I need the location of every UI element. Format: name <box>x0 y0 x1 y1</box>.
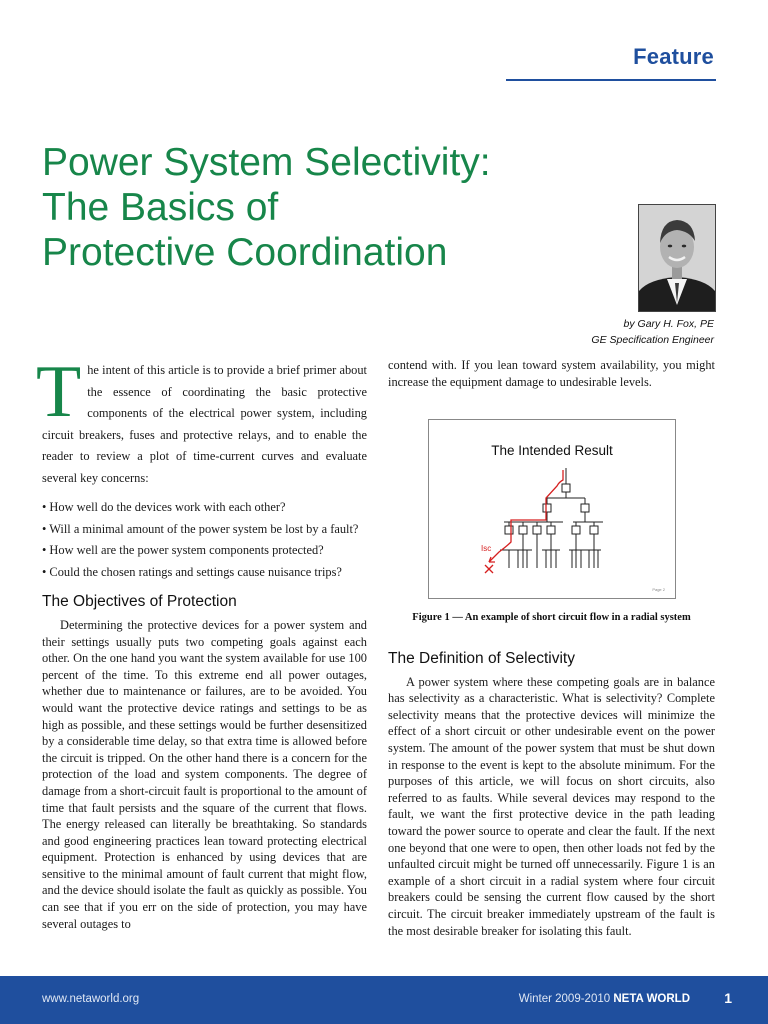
footer-issue <box>519 993 690 1005</box>
title-line: Protective Coordination <box>42 231 448 274</box>
objectives-body: Determining the protective devices for a power system and their settings usually puts two competing goals against each other. On the one hand you want the system available for use 100 percent of the time. To this extreme end all power outages, whether due to maintenance or failures, are to be avoided. You would want the protective device ratings and settings to be as high as possible, and these settings would be further desensitized by a considerable time delay, so that extra time is allowed before the circuit is tripped. On the other hand there is a concern for the protection of the load and system components. The degree of damage from a short-circuit fault is proportional to the amount of time that fault persists and the square of the current that flows. The energy released can literally be breathtaking. So standards and good engineering practices lean toward protecting electrical equipment. Protection is enhanced by using devices that are sensitive to the minimal amount of fault current that might flow, and the device should isolate the fault as quickly as possible. You can see that if you err on the side of protection, you may have several outages to <box>42 617 367 931</box>
list-item: • How well are the power system components protected? <box>42 543 324 558</box>
concerns-list <box>42 499 367 580</box>
right-column-top <box>388 357 715 390</box>
right-column-bottom <box>388 651 715 939</box>
issue-date: Winter 2009-2010 <box>518 993 611 1005</box>
byline <box>591 316 714 348</box>
title-line: The Basics of <box>42 186 279 229</box>
list-item: • Will a minimal amount of the power system be lost by a fault? <box>42 521 359 536</box>
left-column <box>36 351 367 932</box>
page-number: 1 <box>724 990 732 1006</box>
section-label: Feature <box>633 44 714 69</box>
page-footer <box>0 976 768 1024</box>
list-item: • Could the chosen ratings and settings cause nuisance trips? <box>42 564 342 579</box>
drop-cap: T <box>36 351 82 433</box>
figure-page-mark: Page 2 <box>652 587 665 592</box>
intro-text: he intent of this article is to provide a brief primer about the essence of coordinating the basic protective components of the electrical power system, including circuit breakers, fuses and protective relays, and to enable the reader to review a plot of time-current curves and evaluate several key concerns: <box>42 363 367 485</box>
definition-heading: The Definition of Selectivity <box>388 650 575 667</box>
objectives-continued: contend with. If you lean toward system availability, you might increase the equipment damage to undesirable levels. <box>388 358 715 389</box>
author-photo <box>638 204 716 312</box>
title-line: Power System Selectivity: <box>42 141 491 184</box>
radial-system-diagram <box>429 420 675 598</box>
figure-caption: Figure 1 — An example of short circuit flow in a radial system <box>412 612 691 623</box>
footer-url[interactable]: www.netaworld.org <box>42 993 140 1005</box>
author-name: by Gary H. Fox, PE <box>623 318 714 330</box>
author-photo-illustration <box>639 205 715 311</box>
section-rule <box>506 79 716 81</box>
definition-body: A power system where these competing goals are in balance has selectivity as a characteristic. What is selectivity? Complete selectivity means that the protective devices will minimize the effect of a short circuit or other undesirable event on the power system. The amount of the power system that must be shut down in response to the event is kept to the absolute minimum. For the purposes of this article, we will focus on short circuits, also referred to as faults. While several devices may respond to the fault, we want the first protective device in the path leading toward the power source to operate and clear the fault. If the next one beyond that one were to open, then other loads not fed by the unfaulted circuit might be turned off unnecessarily. Figure 1 is an example of a short circuit in a radial system where four circuit breakers could be sensing the current flow caused by the short circuit. The circuit breaker immediately upstream of the fault is the most desirable breaker for isolating this fault. <box>388 674 715 938</box>
intro-paragraph <box>36 351 367 489</box>
figure-1 <box>428 419 676 599</box>
fault-current-path <box>489 470 563 562</box>
fault-label: Isc <box>481 544 492 553</box>
article-title <box>42 140 491 275</box>
objectives-heading: The Objectives of Protection <box>42 593 237 611</box>
publication-name: NETA WORLD <box>613 993 690 1005</box>
figure-title: The Intended Result <box>491 443 613 458</box>
author-role: GE Specification Engineer <box>591 334 714 346</box>
list-item: • How well do the devices work with each other? <box>42 500 286 514</box>
